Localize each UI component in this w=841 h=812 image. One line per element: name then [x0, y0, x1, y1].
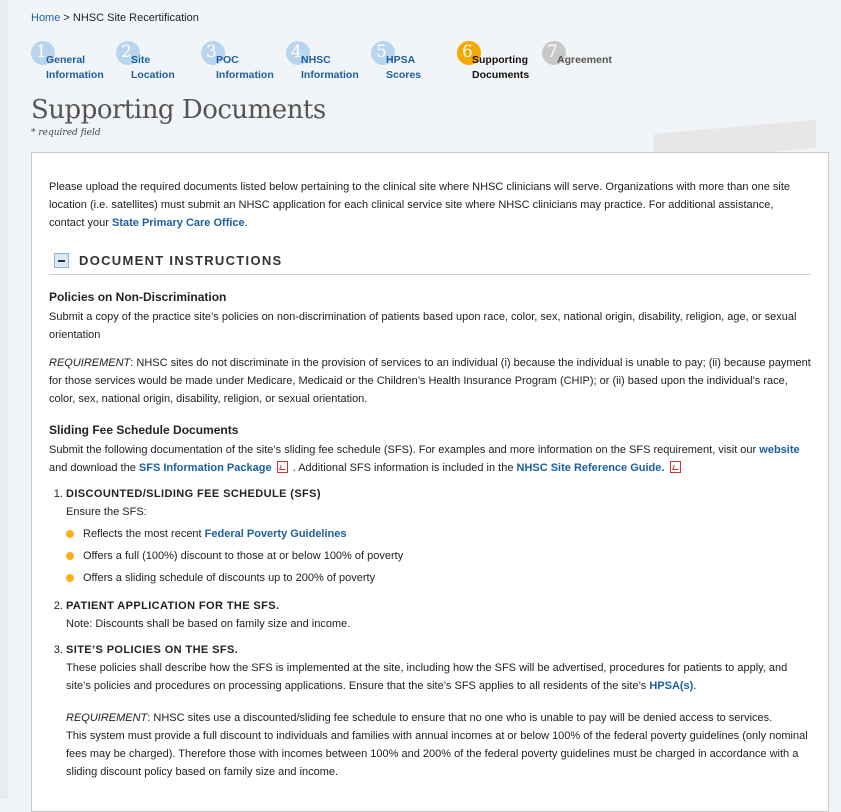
nhsc-site-reference-guide-link[interactable]: NHSC Site Reference Guide.: [516, 462, 665, 474]
intro-text: [49, 178, 811, 232]
step-label: Agreement: [557, 54, 612, 66]
progress-steps: [31, 41, 651, 85]
item-end: .: [693, 680, 697, 692]
website-link[interactable]: website: [759, 444, 800, 456]
item-title: DISCOUNTED/SLIDING FEE SCHEDULE (SFS): [66, 488, 321, 500]
step-label: NHSC: [301, 54, 331, 66]
bullet-icon: [66, 574, 74, 582]
page-title: Supporting Documents: [31, 95, 326, 125]
sfs-text: Submit the following documentation of the site’s sliding fee schedule (SFS). For examples and more information on the SFS requirement, visit our: [49, 444, 760, 456]
sfs-intro: [49, 441, 811, 477]
item-title: SITE’S POLICIES ON THE SFS.: [66, 644, 239, 656]
sfs-requirements-list: [66, 523, 811, 589]
bullet-text: Offers a sliding schedule of discounts up to 200% of poverty: [83, 572, 376, 584]
step-label: Location: [131, 69, 175, 81]
pdf-icon[interactable]: [670, 461, 681, 473]
step-number: 6: [457, 41, 481, 65]
step-number: 1: [31, 41, 55, 65]
sfs-information-package-link[interactable]: SFS Information Package: [138, 462, 272, 474]
bullet-item: [66, 523, 811, 545]
step-number: 4: [286, 41, 310, 65]
requirement-label: REQUIREMENT: [66, 712, 148, 724]
item-subtext: Ensure the SFS:: [66, 506, 147, 518]
federal-poverty-guidelines-link[interactable]: Federal Poverty Guidelines: [204, 528, 347, 540]
list-item: [66, 597, 811, 633]
document-instructions-header: [49, 246, 811, 275]
requirement-text: : NHSC sites use a discounted/sliding fee schedule to ensure that no one who is unable to pay will be denied access to services.: [147, 712, 773, 724]
pdf-icon[interactable]: [277, 461, 288, 473]
bullet-item: [66, 545, 811, 567]
requirement-text: This system must provide a full discount to individuals and families with annual incomes at or below 100% of the federal poverty guidelines (only nominal fees may be charged). Therefore those with incomes between 100% and 200% of the federal poverty guidelines must be charged in accordance with a sliding discount policy based on family size and income.: [66, 730, 808, 778]
sfs-requirement: [66, 709, 811, 781]
step-label: Information: [301, 69, 359, 81]
bullet-text: Reflects the most recent: [83, 528, 205, 540]
step-label: Site: [131, 54, 151, 66]
step-label: General: [46, 54, 86, 66]
list-item: [66, 485, 811, 589]
list-item: [66, 641, 811, 781]
collapse-toggle-icon[interactable]: [54, 253, 69, 268]
step-label: Information: [46, 69, 104, 81]
bullet-icon: [66, 552, 74, 560]
sfs-document-list: [49, 485, 811, 781]
step-label: Information: [216, 69, 274, 81]
intro-body: Please upload the required documents listed below pertaining to the clinical site where NHSC clinicians will serve. Organizations with more than one site location (i.e. satellites) must submit an NHSC application for each clinical service site where NHSC clinicians may practice. For additional assistance, contact your: [49, 181, 791, 229]
breadcrumb-current: NHSC Site Recertification: [72, 12, 199, 24]
item-text: These policies shall describe how the SFS is implemented at the site, including how the SFS will be advertised, procedures for patients to apply, and site’s policies and procedures on processing applications. Ensure that the site’s SFS applies to all residents of the site’s: [66, 662, 788, 692]
requirement-label: REQUIREMENT: [49, 357, 131, 369]
step-number: 5: [371, 41, 395, 65]
step-number: 2: [116, 41, 140, 65]
step-label: Scores: [386, 69, 422, 81]
required-field-note: * required field: [31, 128, 101, 138]
item-subtext: Note: Discounts shall be based on family size and income.: [66, 618, 351, 630]
step-number: 3: [201, 41, 225, 65]
step-label: Supporting: [472, 54, 528, 66]
bullet-text: Offers a full (100%) discount to those at or below 100% of poverty: [83, 550, 404, 562]
sfs-text: and download the: [49, 462, 139, 474]
section-title: DOCUMENT INSTRUCTIONS: [79, 252, 283, 268]
hpsa-link[interactable]: HPSA(s): [649, 680, 694, 692]
requirement-text: : NHSC sites do not discriminate in the provision of services to an individual (i) because the individual is unable to pay; (ii) because payment for those services would be made under Medicare, Medicaid or the Children’s Health Insurance Program (CHIP); or (ii) based upon the individual’s race, color, sex, national origin, disability, religion, or sexual orientation.: [49, 357, 811, 405]
state-primary-care-office-link[interactable]: State Primary Care Office: [111, 217, 245, 229]
step-label: POC: [216, 54, 239, 66]
sfs-heading: Sliding Fee Schedule Documents: [49, 423, 239, 437]
step-number: 7: [542, 41, 566, 65]
breadcrumb: [31, 12, 199, 24]
nondiscrimination-heading: Policies on Non-Discrimination: [49, 290, 227, 304]
breadcrumb-separator: >: [60, 12, 73, 24]
nondiscrimination-text: Submit a copy of the practice site’s policies on non-discrimination of patients based upon race, color, sex, national origin, disability, religion, age, or sexual orientation: [49, 311, 797, 341]
step-label: Documents: [472, 69, 530, 81]
intro-end: .: [244, 217, 248, 229]
nondiscrimination-requirement: [49, 354, 811, 408]
bullet-item: [66, 567, 811, 589]
content-panel: [31, 152, 829, 812]
left-edge: [0, 0, 8, 799]
sfs-text: . Additional SFS information is included in the: [289, 462, 517, 474]
step-label: HPSA: [386, 54, 416, 66]
breadcrumb-home-link[interactable]: Home: [31, 12, 61, 24]
bullet-icon: [66, 530, 74, 538]
item-title: PATIENT APPLICATION FOR THE SFS.: [66, 600, 280, 612]
